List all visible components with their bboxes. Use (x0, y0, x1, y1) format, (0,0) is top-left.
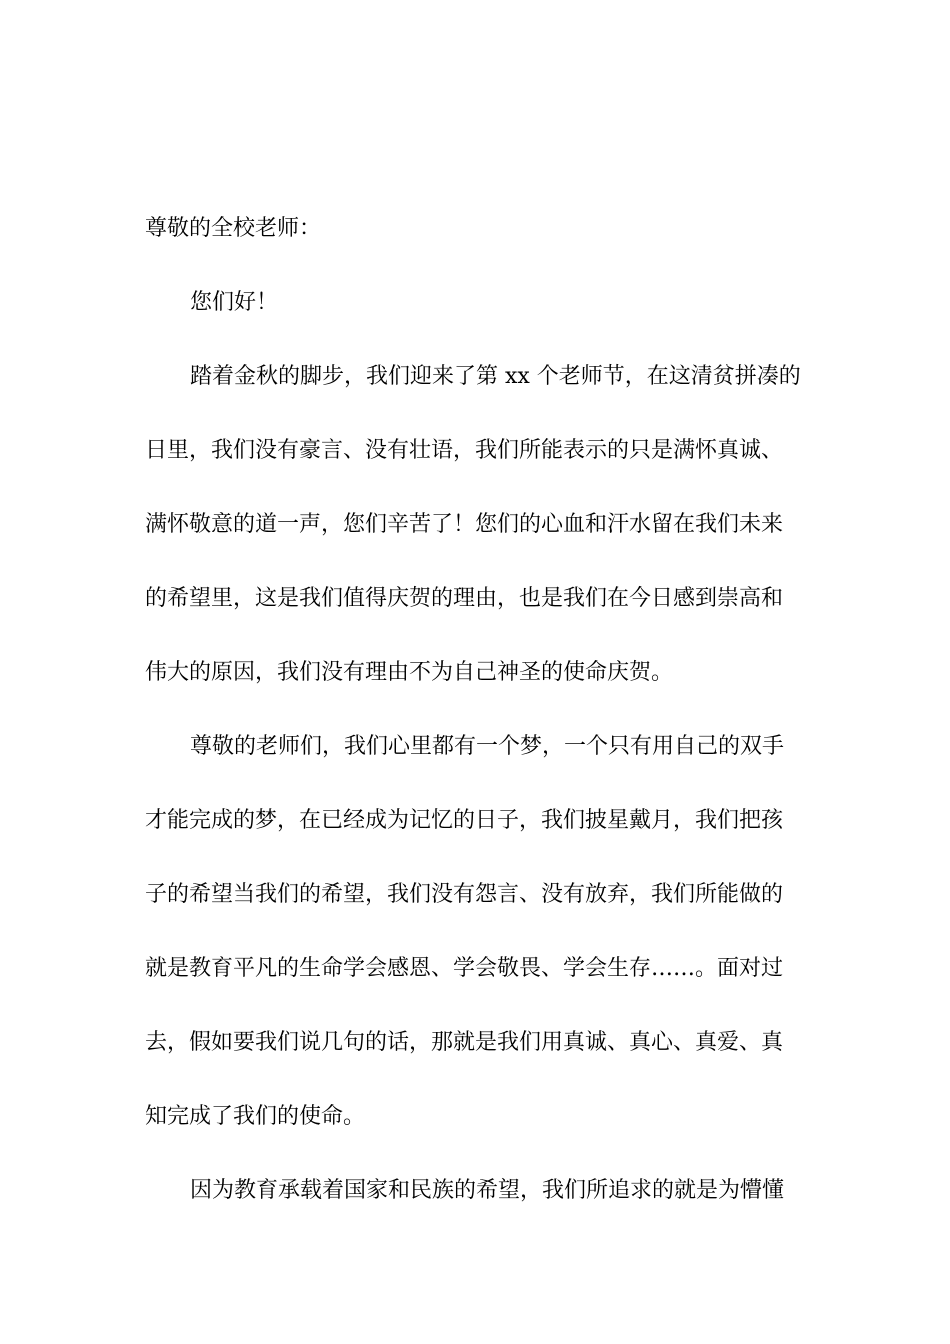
paragraph-2-line-5: 去，假如要我们说几句的话，那就是我们用真诚、真心、真爱、真 (145, 1030, 784, 1055)
paragraph-1-line-2: 日里，我们没有豪言、没有壮语，我们所能表示的只是满怀真诚、 (145, 438, 784, 463)
paragraph-2-line-4: 就是教育平凡的生命学会感恩、学会敬畏、学会生存……。面对过 (145, 956, 784, 981)
paragraph-1-line-5: 伟大的原因，我们没有理由不为自己神圣的使命庆贺。 (145, 660, 674, 685)
paragraph-1-line-1: 踏着金秋的脚步，我们迎来了第 xx 个老师节，在这清贫拼凑的 (190, 364, 801, 389)
paragraph-2-line-6: 知完成了我们的使命。 (145, 1104, 366, 1129)
salutation: 尊敬的全校老师： (145, 216, 322, 241)
paragraph-1-line-4: 的希望里，这是我们值得庆贺的理由，也是我们在今日感到崇高和 (145, 586, 784, 611)
paragraph-2-line-1: 尊敬的老师们，我们心里都有一个梦，一个只有用自己的双手 (190, 734, 785, 759)
greeting: 您们好！ (190, 290, 279, 315)
paragraph-2-line-3: 子的希望当我们的希望，我们没有怨言、没有放弃，我们所能做的 (145, 882, 784, 907)
paragraph-2-line-2: 才能完成的梦，在已经成为记忆的日子，我们披星戴月，我们把孩 (145, 808, 784, 833)
paragraph-3-line-1: 因为教育承载着国家和民族的希望，我们所追求的就是为懵懂 (190, 1178, 785, 1203)
paragraph-1-line-3: 满怀敬意的道一声，您们辛苦了！您们的心血和汗水留在我们未来 (145, 512, 784, 537)
